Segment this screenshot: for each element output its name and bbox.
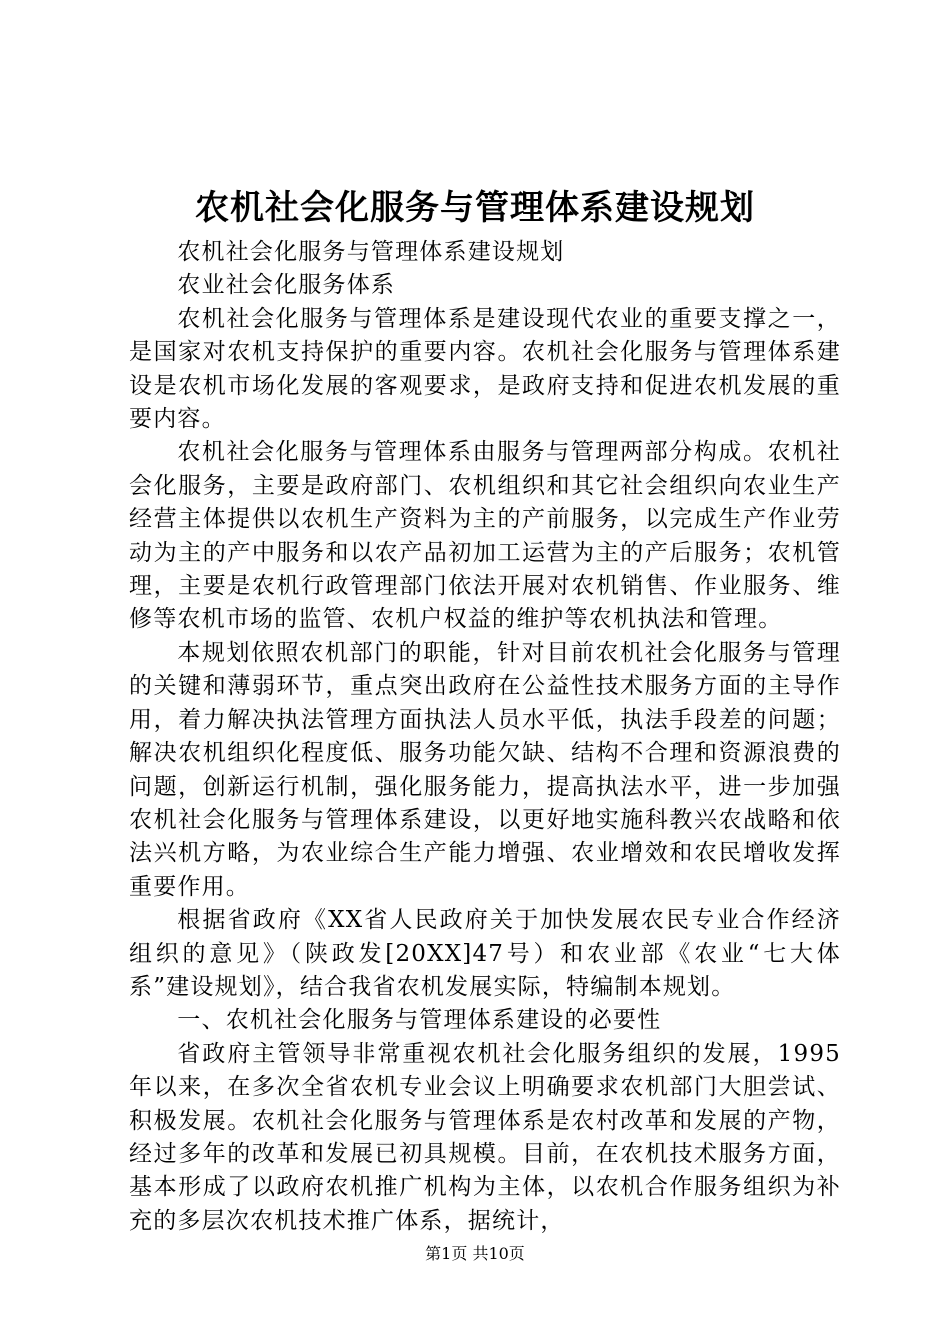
paragraph-subtitle: 农机社会化服务与管理体系建设规划 — [177, 239, 565, 265]
paragraph-purpose: 本规划依照农机部门的职能，针对目前农机社会化服务与管理的关键和薄弱环节，重点突出政府在公益性技术服务方面的主导作用，着力解决执法管理方面执法人员水平低，执法手段差的问题；解决农机组织化程度低、服务功能欠缺、结构不合理和资源浪费的问题，创新运行机制，强化服务能力，提高执法水平，进一步加强农机社会化服务与管理体系建设，以更好地实施科教兴农战略和依法兴机方略，为农业综合生产能力增强、农业增效和农民增收发挥重要作用。 — [129, 639, 841, 900]
paragraph-basis: 根据省政府《XX省人民政府关于加快发展农民专业合作经济组织的意见》（陕政发[20XX]47号）和农业部《农业“七大体系”建设规划》，结合我省农机发展实际，特编制本规划。 — [129, 907, 841, 1000]
paragraph-history: 省政府主管领导非常重视农机社会化服务组织的发展，1995年以来，在多次全省农机专业会议上明确要求农机部门大胆尝试、积极发展。农机社会化服务与管理体系是农村改革和发展的产物，经过多年的改革和发展已初具规模。目前，在农机技术服务方面，基本形成了以政府农机推广机构为主体，以农机合作服务组织为补充的多层次农机技术推广体系，据统计， — [129, 1040, 841, 1234]
paragraph-intro: 农机社会化服务与管理体系是建设现代农业的重要支撑之一，是国家对农机支持保护的重要内容。农机社会化服务与管理体系建设是农机市场化发展的客观要求，是政府支持和促进农机发展的重要内容。 — [129, 305, 841, 433]
paragraph-section-label: 农业社会化服务体系 — [177, 272, 396, 299]
paragraph-composition: 农机社会化服务与管理体系由服务与管理两部分构成。农机社会化服务，主要是政府部门、农机组织和其它社会组织向农业生产经营主体提供以农机生产资料为主的产前服务，以完成生产作业劳动为主的产中服务和以农产品初加工运营为主的产后服务；农机管理，主要是农机行政管理部门依法开展对农机销售、作业服务、维修等农机市场的监管、农机户权益的维护等农机执法和管理。 — [129, 439, 841, 633]
document-title: 农机社会化服务与管理体系建设规划 — [195, 188, 755, 228]
section-heading-necessity: 一、农机社会化服务与管理体系建设的必要性 — [177, 1007, 662, 1034]
page-footer: 第1页 共10页 — [425, 1244, 525, 1263]
document-body — [129, 236, 841, 1238]
